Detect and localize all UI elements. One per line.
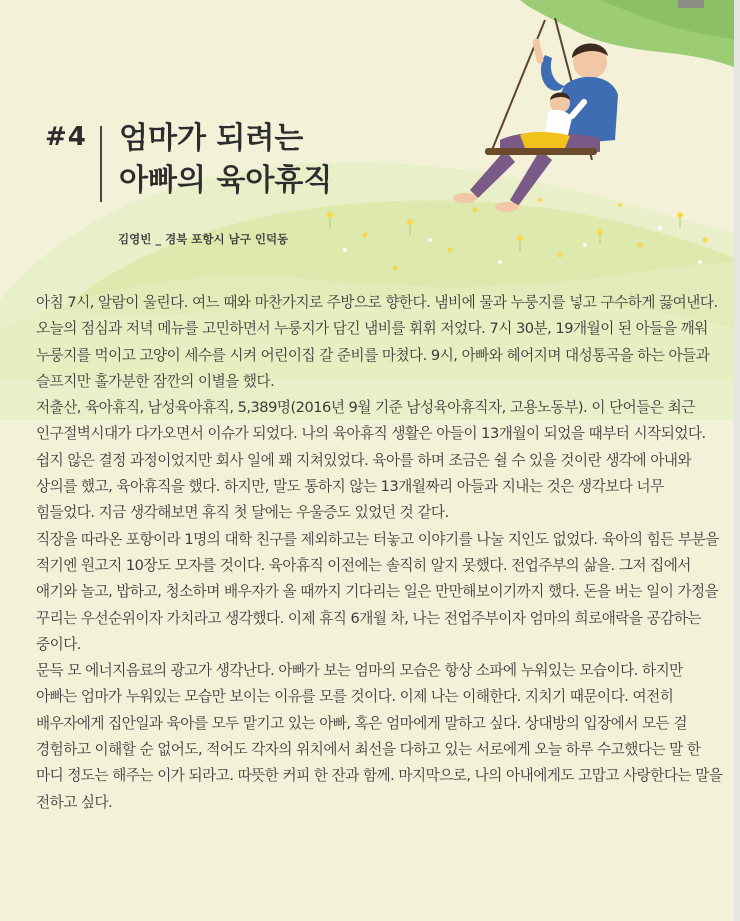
paragraph-2: 저출산, 육아휴직, 남성육아휴직, 5,389명(2016년 9월 기준 남성육아휴직자, 고용노동부). 이 단어들은 최근 인구절벽시대가 다가오면서 이슈가 되었다. 나의 육아휴직 생활은 아들이 13개월이 되었을 때부터 시작되었다. 쉽지 않은 결정 과정이었지만 회사 일에 꽤 지쳐있었다. 육아를 하며 조금은 쉴 수 있을 것이란 생각에 아내와 상의를 했고, 육아휴직을 했다. 하지만, 말도 통하지 않는 13개월짜리 아들과 지내는 것은 생각보다 너무 힘들었다. 지금 생각해보면 휴직 첫 달에는 우울증도 있었던 것 같다.	[36, 399, 706, 522]
paragraph-4: 문득 모 에너지음료의 광고가 생각난다. 아빠가 보는 엄마의 모습은 항상 소파에 누워있는 모습이다. 하지만 아빠는 엄마가 누워있는 모습만 보이는 이유를 모를 것이다. 이제 나는 이해한다. 지치기 때문이다. 여전히 배우자에게 집안일과 육아를 모두 맡기고 있는 아빠, 혹은 엄마에게 말하고 싶다. 상대방의 입장에서 모든 걸 경험하고 이해할 순 없어도, 적어도 각자의 위치에서 최선을 다하고 있는 서로에게 오늘 하루 수고했다는 말 한 마디 정도는 해주는 이가 되라고. 따뜻한 커피 한 잔과 함께. 마지막으로, 나의 아내에게도 고맙고 사랑한다는 말을 전하고 싶다.	[36, 662, 723, 811]
header-divider	[100, 126, 102, 202]
paragraph-3: 직장을 따라온 포항이라 1명의 대학 친구를 제외하고는 터놓고 이야기를 나눌 지인도 없었다. 육아의 힘든 부분을 적기엔 원고지 10장도 모자를 것이다. 육아휴직 이전에는 솔직히 알지 못했다. 전업주부의 삶을. 그저 집에서 애기와 놀고, 밥하고, 청소하며 배우자가 올 때까지 기다리는 일은 만만해보이기까지 했다. 돈을 버는 일이 가정을 꾸리는 우선순위이자 가치라고 생각했다. 이제 휴직 6개월 차, 나는 전업주부이자 엄마의 희로애락을 공감하는 중이다.	[36, 530, 719, 653]
author-byline: 김영빈 _ 경북 포항시 남구 인덕동	[118, 232, 289, 246]
article-title	[119, 118, 419, 202]
paragraph-1: 아침 7시, 알람이 울린다. 여느 때와 마찬가지로 주방으로 향한다. 냄비에 물과 누룽지를 넣고 구수하게 끓여낸다. 오늘의 점심과 저녁 메뉴를 고민하면서 누룽지가 담긴 냄비를 휘휘 저었다. 7시 30분, 19개월이 된 아들을 깨워 누룽지를 먹이고 고양이 세수를 시켜 어린이집 갈 준비를 마쳤다. 9시, 아빠와 헤어지며 대성통곡을 하는 아들과 슬프지만 홀가분한 잠깐의 이별을 했다.	[36, 294, 718, 390]
title-line-2: 아빠의 육아휴직	[119, 163, 333, 198]
title-line-1: 엄마가 되려는	[119, 121, 304, 156]
article-body	[36, 290, 726, 816]
swing-seat	[485, 148, 597, 155]
article-number: #4	[45, 122, 87, 152]
